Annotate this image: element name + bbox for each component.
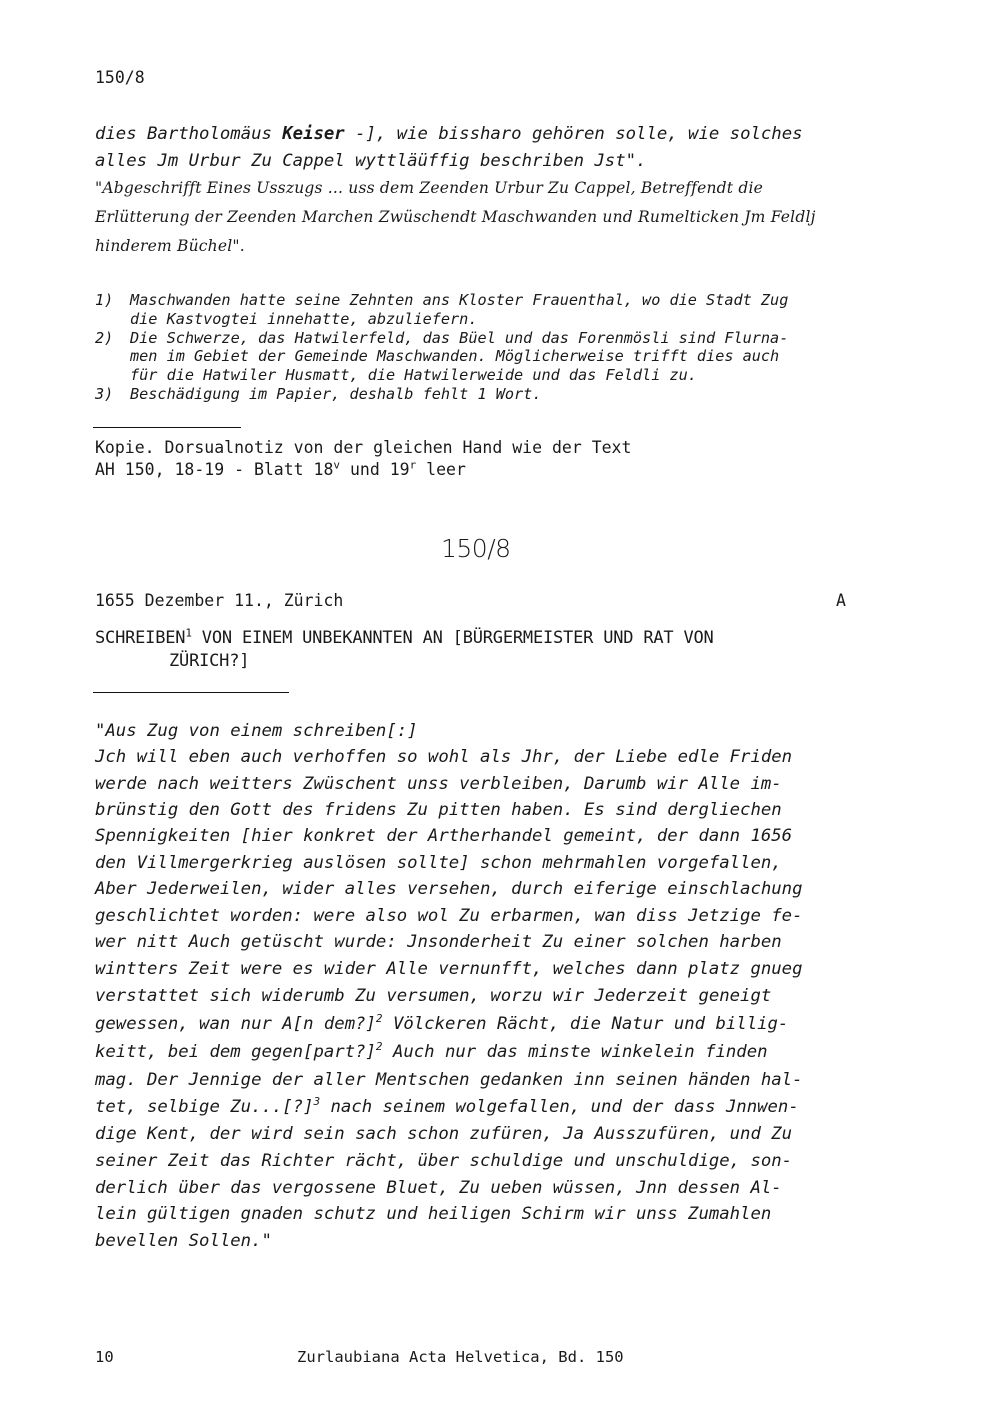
source-note-sup-r: r bbox=[409, 458, 417, 472]
footnote-1-line-1: Maschwanden hatte seine Zehnten ans Kloster Frauenthal, wo die Stadt Zug bbox=[130, 291, 789, 309]
body-line-10: wintters Zeit were es wider Alle vernunfft, welches dann platz gnueg bbox=[95, 959, 803, 979]
footnote-2-num: 2) bbox=[95, 329, 114, 347]
document-title-text-b: VON EINEM UNBEKANNTEN AN [BÜRGERMEISTER UND RAT VON bbox=[191, 628, 714, 648]
source-note-line-1: Kopie. Dorsualnotiz von der gleichen Hand wie der Text bbox=[95, 438, 632, 457]
document-marker: A bbox=[836, 591, 846, 610]
body-line-12-b: Völckeren Rächt, die Natur und billig- bbox=[382, 1014, 789, 1034]
footnote-3-line-1: Beschädigung im Papier, deshalb fehlt 1 Wort. bbox=[130, 385, 542, 403]
footnote-2-line-1: Die Schwerze, das Hatwilerfeld, das Büel und das Forenmösli sind Flurna- bbox=[130, 329, 789, 347]
title-separator-rule bbox=[93, 692, 289, 693]
source-note-line-2 bbox=[95, 460, 466, 479]
script-line-1: "Abgeschrifft Eines Usszugs ... uss dem Zeenden Urbur Zu Cappel, Betreffendt die bbox=[95, 179, 763, 197]
body-line-1: "Aus Zug von einem schreiben[:] bbox=[95, 721, 418, 741]
continuation-text-b: -], wie bissharo gehören solle, wie solches bbox=[344, 124, 803, 144]
continuation-bold-name: Keiser bbox=[282, 124, 345, 144]
source-note-sup-v: v bbox=[333, 458, 341, 472]
body-line-13-sup: 2 bbox=[375, 1040, 383, 1054]
page-header-number: 150/8 bbox=[95, 68, 145, 87]
body-line-12 bbox=[95, 1014, 788, 1034]
body-line-14: mag. Der Jennige der aller Mentschen gedanken inn seinen händen hal- bbox=[95, 1070, 803, 1090]
body-line-5: Spennigkeiten [hier konkret der Artherhandel gemeint, der dann 1656 bbox=[95, 826, 793, 846]
body-line-13-a: keitt, bei dem gegen[part?] bbox=[95, 1042, 376, 1062]
source-note-text-b: und 19 bbox=[340, 460, 410, 479]
body-line-13-b: Auch nur das minste winkelein finden bbox=[382, 1042, 768, 1062]
document-number-heading: 150/8 bbox=[441, 534, 511, 563]
body-line-4: brünstig den Gott des fridens Zu pitten haben. Es sind dergliechen bbox=[95, 800, 782, 820]
body-line-15-b: nach seinem wolgefallen, und der dass Jnnwen- bbox=[320, 1097, 799, 1117]
body-line-18: derlich über das vergossene Bluet, Zu ueben wüssen, Jnn dessen Al- bbox=[95, 1178, 782, 1198]
body-line-12-a: gewessen, wan nur A[n dem?] bbox=[95, 1014, 376, 1034]
document-title-text-a: SCHREIBEN bbox=[95, 628, 186, 648]
body-line-9: wer nitt Auch getüscht wurde: Jnsonderheit Zu einer solchen harben bbox=[95, 932, 782, 952]
footer-page-number: 10 bbox=[95, 1348, 114, 1366]
footnote-2-line-3: für die Hatwiler Husmatt, die Hatwilerweide und das Feldli zu. bbox=[130, 366, 697, 384]
footnote-separator-rule bbox=[93, 427, 241, 428]
body-line-8: geschlichtet worden: were also wol Zu erbarmen, wan diss Jetzige fe- bbox=[95, 906, 803, 926]
body-line-19: lein gültigen gnaden schutz und heiligen Schirm wir unss Zumahlen bbox=[95, 1204, 772, 1224]
document-title-sup: 1 bbox=[185, 626, 192, 640]
footnote-1-num: 1) bbox=[95, 291, 114, 309]
body-line-17: seiner Zeit das Richter rächt, über schuldige und unschuldige, son- bbox=[95, 1151, 793, 1171]
source-note-text-a: AH 150, 18-19 - Blatt 18 bbox=[95, 460, 334, 479]
source-note-text-c: leer bbox=[416, 460, 466, 479]
script-line-2: Erlütterung der Zeenden Marchen Zwüschendt Maschwanden und Rumelticken Jm Feldlj bbox=[95, 208, 816, 226]
footer-publication: Zurlaubiana Acta Helvetica, Bd. 150 bbox=[297, 1348, 624, 1366]
body-line-12-sup: 2 bbox=[375, 1012, 383, 1026]
body-line-20: bevellen Sollen." bbox=[95, 1231, 272, 1251]
body-line-15 bbox=[95, 1097, 799, 1117]
script-line-3: hinderem Büchel". bbox=[95, 237, 245, 255]
body-line-2: Jch will eben auch verhoffen so wohl als Jhr, der Liebe edle Friden bbox=[95, 747, 793, 767]
body-line-11: verstattet sich widerumb Zu versumen, worzu wir Jederzeit geneigt bbox=[95, 986, 772, 1006]
body-line-6: den Villmergerkrieg auslösen sollte] schon mehrmahlen vorgefallen, bbox=[95, 853, 782, 873]
document-title-line-2: ZÜRICH?] bbox=[169, 651, 250, 671]
body-line-16: dige Kent, der wird sein sach schon zufüren, Ja Ausszufüren, und Zu bbox=[95, 1124, 793, 1144]
continuation-line-1 bbox=[95, 124, 803, 144]
document-date-place: 1655 Dezember 11., Zürich bbox=[95, 591, 344, 610]
document-title-line-1 bbox=[95, 628, 714, 648]
footnote-1-line-2: die Kastvogtei innehatte, abzuliefern. bbox=[130, 310, 478, 328]
footnote-3-num: 3) bbox=[95, 385, 114, 403]
continuation-text-a: dies Bartholomäus bbox=[95, 124, 283, 144]
continuation-line-2: alles Jm Urbur Zu Cappel wyttläüffig beschriben Jst". bbox=[95, 151, 647, 171]
footnote-2-line-2: men im Gebiet der Gemeinde Maschwanden. Möglicherweise trifft dies auch bbox=[130, 347, 780, 365]
body-line-15-sup: 3 bbox=[313, 1095, 321, 1109]
body-line-3: werde nach weitters Zwüschent unss verbleiben, Darumb wir Alle im- bbox=[95, 774, 782, 794]
body-line-13 bbox=[95, 1042, 768, 1062]
body-line-7: Aber Jederweilen, wider alles versehen, durch eiferige einschlachung bbox=[95, 879, 803, 899]
body-line-15-a: tet, selbige Zu...[?] bbox=[95, 1097, 314, 1117]
